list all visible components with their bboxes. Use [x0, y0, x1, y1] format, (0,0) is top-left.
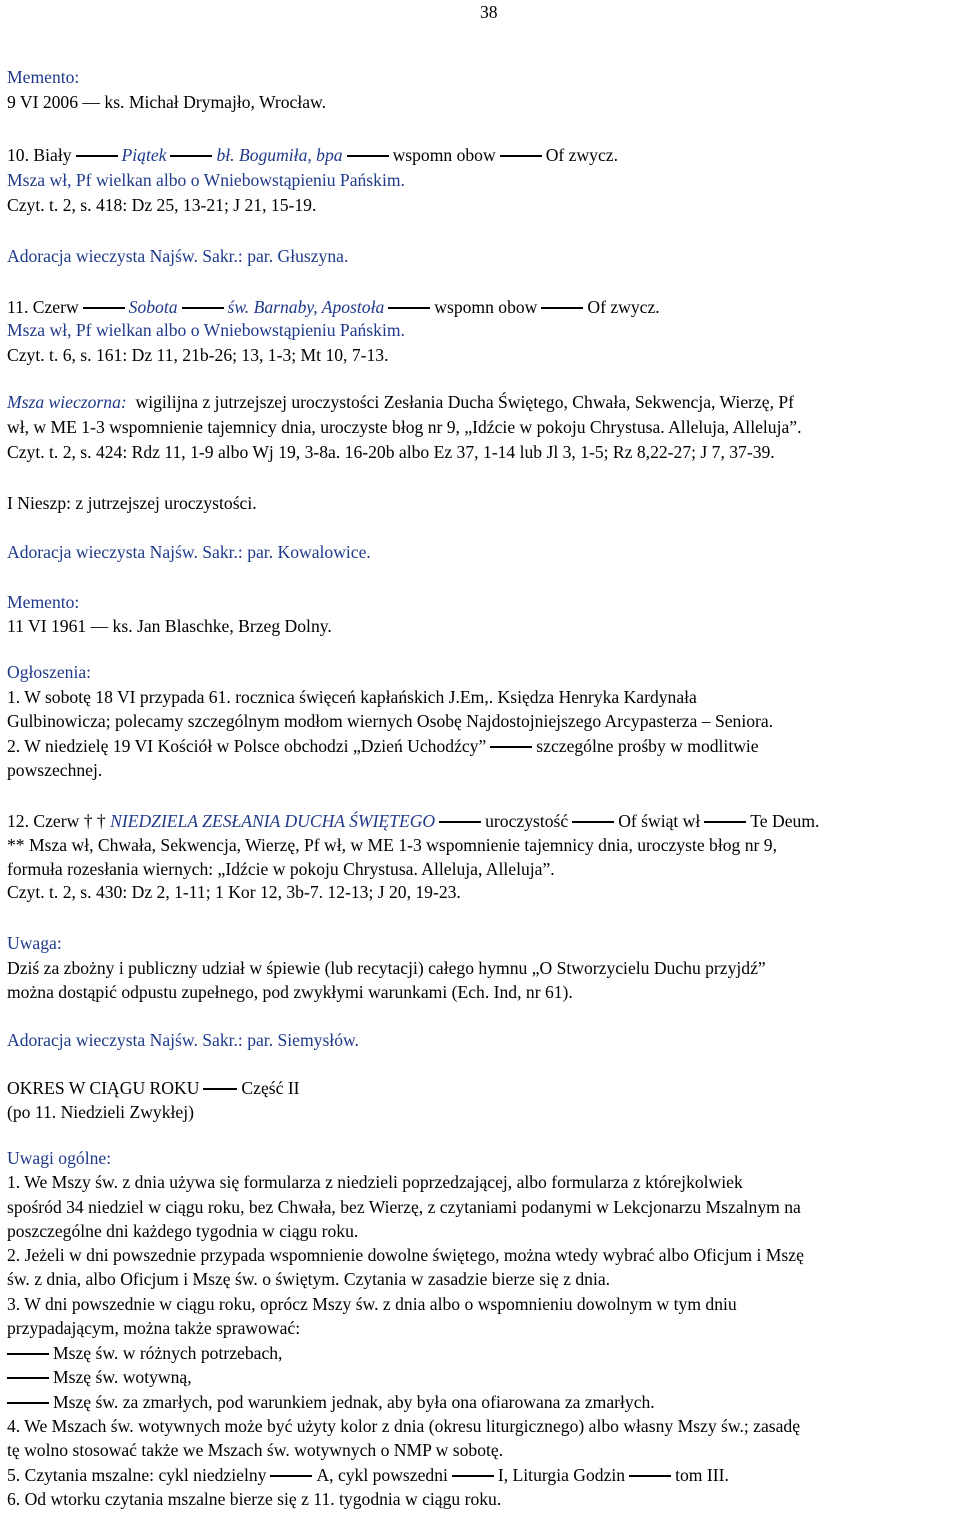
day-11-readings: Czyt. t. 6, s. 161: Dz 11, 21b-26; 13, 1-3; Mt 10, 7-13. [7, 345, 389, 365]
vespers: I Nieszp: z jutrzejszej uroczystości. [7, 493, 257, 513]
general-2b: św. z dnia, albo Oficjum i Mszę św. o świętym. Czytania w zasadzie bierze się z dnia. [7, 1269, 611, 1289]
day-11-num: 11. Czerw [7, 297, 79, 317]
day-12-dismissal: formuła rozesłania wiernych: „Idźcie w pokoju Chrystusa. Alleluja, Alleluja”. [7, 859, 555, 879]
evening-mass-l2: wł, w ME 1-3 wspomnienie tajemnicy dnia, uroczyste błog nr 9, „Idźcie w pokoju Chrystusa. Alleluja, Alleluja”. [7, 417, 802, 437]
note-label: Uwaga: [7, 933, 62, 953]
em-dash [203, 1088, 237, 1089]
announcement-2b: powszechnej. [7, 760, 103, 780]
day-12-num: 12. Czerw † † [7, 811, 106, 831]
day-11-office: Of zwycz. [587, 297, 660, 317]
period-title [7, 1078, 300, 1098]
general-5-mid2: I, Liturgia Godzin [497, 1465, 626, 1485]
day-12-mass: ** Msza wł, Chwała, Sekwencja, Wierzę, Pf wł, w ME 1-3 wspomnienie tajemnicy dnia, uroczyste błog nr 9, [7, 835, 777, 855]
general-3d [7, 1367, 192, 1387]
general-4b: tę wolno stosować także we Mszach św. wotywnych o NMP w sobotę. [7, 1440, 504, 1460]
day-12-title: NIEDZIELA ZESŁANIA DUCHA ŚWIĘTEGO [110, 811, 436, 831]
em-dash [541, 307, 583, 308]
general-3c-text: Mszę św. w różnych potrzebach, [53, 1343, 283, 1363]
em-dash [500, 155, 542, 156]
evening-mass-l3: Czyt. t. 2, s. 424: Rdz 11, 1-9 albo Wj 19, 3-8a. 16-20b albo Ez 37, 1-14 lub Jl 3, 1-5; Rz 8,22-27; J 7, 37-39. [7, 442, 775, 462]
day-10-num: 10. Biały [7, 145, 72, 165]
evening-mass-label: Msza wieczorna: [7, 392, 127, 412]
memento-label-2: Memento: [7, 592, 80, 612]
general-5 [7, 1465, 729, 1485]
day-10-saint: bł. Bogumiła, bpa [216, 145, 343, 165]
note-line-2: można dostąpić odpustu zupełnego, pod zwykłymi warunkami (Ech. Ind, nr 61). [7, 982, 573, 1002]
em-dash [170, 155, 212, 156]
announcement-1b: Gulbinowicza; polecamy szczególnym modłom wiernych Osobę Najdostojniejszego Arcypasterza – Seniora. [7, 711, 774, 731]
adoration-1: Adoracja wieczysta Najśw. Sakr.: par. Głuszyna. [7, 246, 349, 266]
em-dash [439, 821, 481, 822]
general-2a: 2. Jeżeli w dni powszednie przypada wspomnienie dowolne świętego, można wtedy wybrać albo Oficjum i Mszę [7, 1245, 804, 1265]
em-dash [629, 1475, 671, 1476]
em-dash [572, 821, 614, 822]
announcement-2a-pre: 2. W niedzielę 19 VI Kościół w Polsce obchodzi „Dzień Uchodźcy” [7, 736, 487, 756]
em-dash [7, 1377, 49, 1378]
general-notes-label: Uwagi ogólne: [7, 1148, 112, 1168]
general-3e [7, 1392, 655, 1412]
em-dash [76, 155, 118, 156]
announcement-2a-post: szczególne prośby w modlitwie [536, 736, 759, 756]
memento-text: 9 VI 2006 — ks. Michał Drymajło, Wrocław. [7, 92, 327, 112]
day-10-office: Of zwycz. [545, 145, 618, 165]
announcement-1a: 1. W sobotę 18 VI przypada 61. rocznica święceń kapłańskich J.Em,. Księdza Henryka Kardynała [7, 687, 697, 707]
general-4a: 4. We Mszach św. wotywnych może być użyty kolor z dnia (okresu liturgicznego) albo własny Mszy św.; zasadę [7, 1416, 801, 1436]
general-5-mid1: A, cykl powszedni [316, 1465, 448, 1485]
em-dash [704, 821, 746, 822]
announcement-2a [7, 736, 759, 756]
memento-label: Memento: [7, 67, 80, 87]
em-dash [83, 307, 125, 308]
general-5-post: tom III. [675, 1465, 729, 1485]
adoration-2: Adoracja wieczysta Najśw. Sakr.: par. Kowalowice. [7, 542, 371, 562]
day-11-mass: Msza wł, Pf wielkan albo o Wniebowstąpieniu Pańskim. [7, 320, 405, 340]
adoration-3: Adoracja wieczysta Najśw. Sakr.: par. Siemysłów. [7, 1030, 359, 1050]
general-1a: 1. We Mszy św. z dnia używa się formularza z niedzieli poprzedzającej, albo formularza z którejkolwiek [7, 1172, 743, 1192]
period-subtitle: (po 11. Niedzieli Zwykłej) [7, 1102, 194, 1122]
evening-mass-l1 [7, 392, 794, 412]
announcements-label: Ogłoszenia: [7, 662, 92, 682]
note-line-1: Dziś za zbożny i publiczny udział w śpiewie (lub recytacji) całego hymnu „O Stworzycielu Duchu przyjdź” [7, 958, 766, 978]
day-10-mass: Msza wł, Pf wielkan albo o Wniebowstąpieniu Pańskim. [7, 170, 405, 190]
day-10-readings: Czyt. t. 2, s. 418: Dz 25, 13-21; J 21, 15-19. [7, 195, 317, 215]
day-10-rank: wspomn obow [392, 145, 496, 165]
day-12-office: Of świąt wł [618, 811, 701, 831]
em-dash [270, 1475, 312, 1476]
general-6: 6. Od wtorku czytania mszalne bierze się z 11. tygodnia w ciągu roku. [7, 1489, 502, 1509]
evening-mass-text: wigilijna z jutrzejszej uroczystości Zesłania Ducha Świętego, Chwała, Sekwencja, Wierzę, Pf [135, 392, 795, 412]
period-title-main: OKRES W CIĄGU ROKU [7, 1078, 200, 1098]
em-dash [388, 307, 430, 308]
memento-text-2: 11 VI 1961 — ks. Jan Blaschke, Brzeg Dolny. [7, 616, 332, 636]
general-3a: 3. W dni powszednie w ciągu roku, oprócz Mszy św. z dnia albo o wspomnieniu dowolnym w tym dniu [7, 1294, 737, 1314]
day-11-day: Sobota [128, 297, 178, 317]
general-1b: spośród 34 niedziel w ciągu roku, bez Chwała, bez Wierzę, z czytaniami podanymi w Lekcjonarzu Mszalnym na [7, 1197, 801, 1217]
day-11-rank: wspomn obow [434, 297, 538, 317]
general-1c: poszczególne dni każdego tygodnia w ciągu roku. [7, 1221, 359, 1241]
em-dash [490, 746, 532, 747]
em-dash [452, 1475, 494, 1476]
day-12-te-deum: Te Deum. [750, 811, 820, 831]
general-3d-text: Mszę św. wotywną, [53, 1367, 192, 1387]
em-dash [7, 1402, 49, 1403]
page-number: 38 [480, 2, 498, 22]
day-11-header [7, 297, 660, 317]
general-5-pre: 5. Czytania mszalne: cykl niedzielny [7, 1465, 267, 1485]
general-3e-text: Mszę św. za zmarłych, pod warunkiem jednak, aby była ona ofiarowana za zmarłych. [53, 1392, 655, 1412]
em-dash [347, 155, 389, 156]
em-dash [182, 307, 224, 308]
day-10-day: Piątek [121, 145, 167, 165]
day-11-saint: św. Barnaby, Apostoła [227, 297, 385, 317]
day-12-rank: uroczystość [485, 811, 569, 831]
day-10-header [7, 145, 618, 165]
day-12-readings: Czyt. t. 2, s. 430: Dz 2, 1-11; 1 Kor 12, 3b-7. 12-13; J 20, 19-23. [7, 882, 461, 902]
general-3b: przypadającym, można także sprawować: [7, 1318, 301, 1338]
period-title-part: Część II [241, 1078, 300, 1098]
day-12-header [7, 811, 819, 831]
general-3c [7, 1343, 282, 1363]
em-dash [7, 1353, 49, 1354]
